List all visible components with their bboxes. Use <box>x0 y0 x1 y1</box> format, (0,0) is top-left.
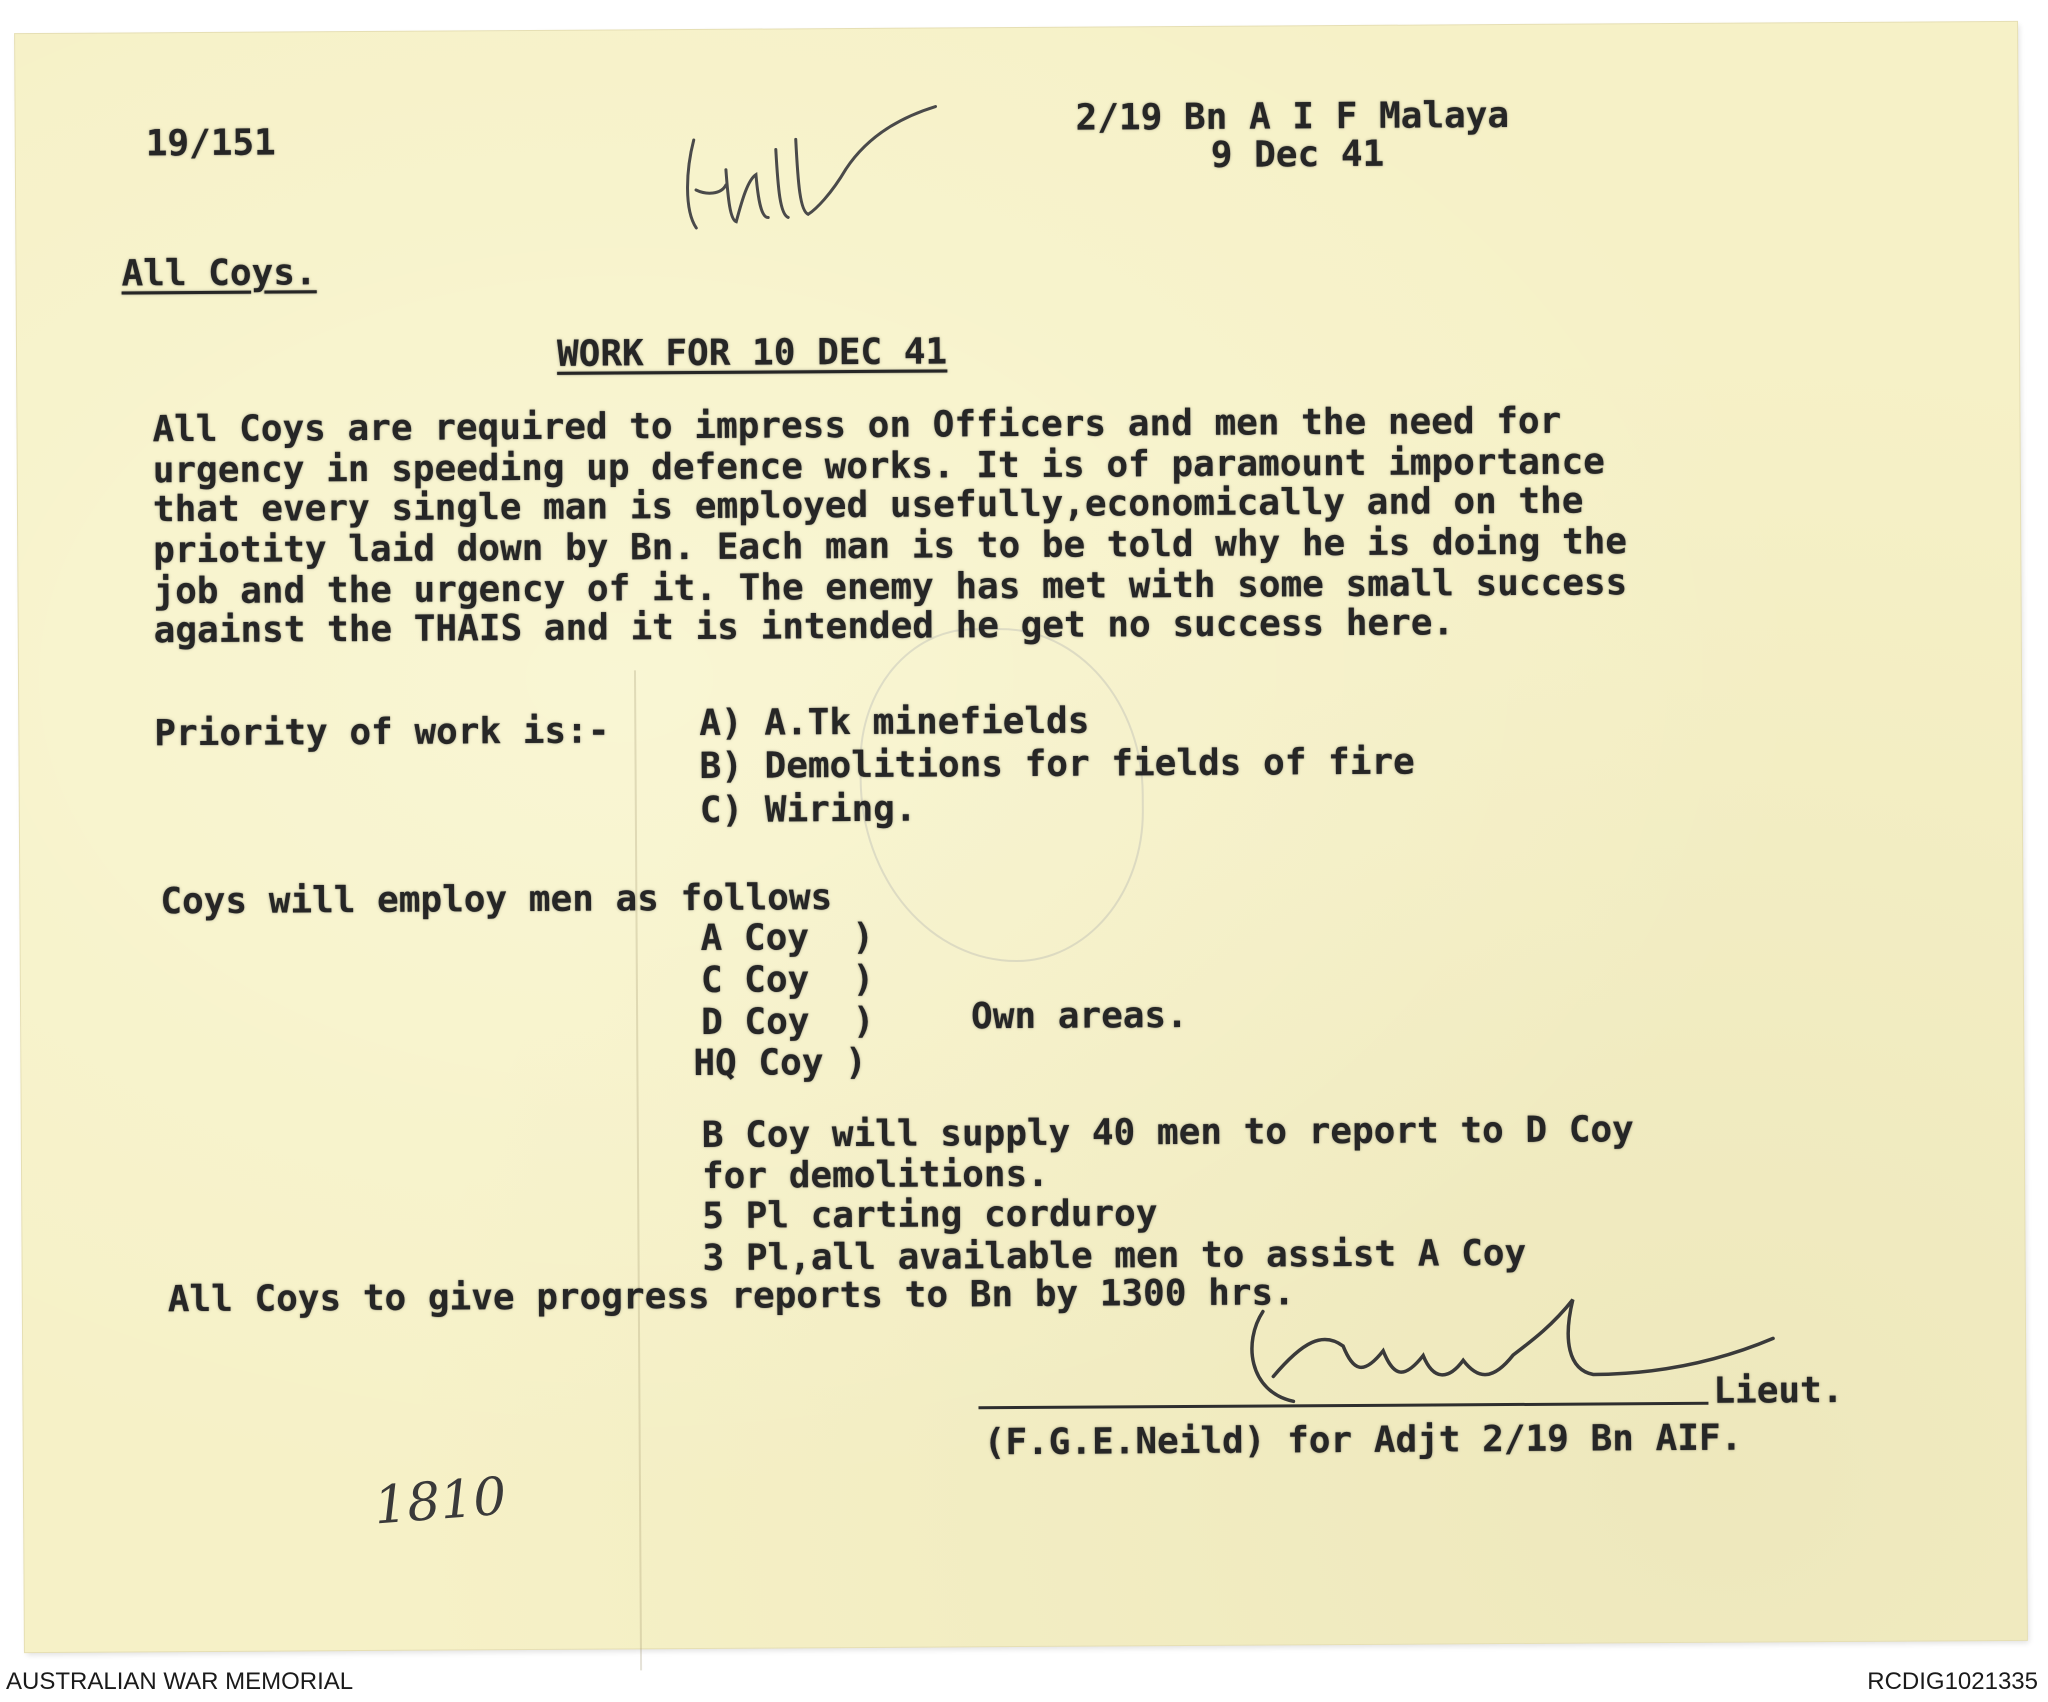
b-coy-line-4: 3 Pl,all available men to assist A Coy <box>702 1232 1527 1279</box>
body-line-1: All Coys are required to impress on Officers and men the need for <box>152 400 1562 451</box>
handwritten-number: 1810 <box>371 1466 509 1537</box>
body-line-4: priotity laid down by Bn. Each man is to be told why he is doing the <box>153 521 1628 572</box>
fold-crease <box>634 670 642 1670</box>
signatory-rank: Lieut. <box>1713 1369 1844 1412</box>
priority-label: Priority of work is:- <box>154 710 610 755</box>
b-coy-line-3: 5 Pl carting corduroy <box>702 1193 1158 1237</box>
priority-item-c: C) Wiring. <box>699 788 917 831</box>
signatory-name-line: (F.G.E.Neild) for Adjt 2/19 Bn AIF. <box>983 1417 1743 1464</box>
company-a: A Coy ) <box>700 916 875 959</box>
typed-memo-sheet <box>15 22 2027 1652</box>
priority-item-a: A) A.Tk minefields <box>699 700 1090 744</box>
company-c: C Coy ) <box>700 958 875 1001</box>
record-id-caption: RCDIG1021335 <box>1867 1668 2038 1695</box>
b-coy-line-2: for demolitions. <box>701 1153 1049 1197</box>
date-line: 9 Dec 41 <box>1210 133 1385 176</box>
file-reference: 19/151 <box>145 122 276 165</box>
unit-line: 2/19 Bn A I F Malaya <box>1075 95 1510 139</box>
handwritten-initials <box>665 98 966 250</box>
priority-item-b: B) Demolitions for fields of fire <box>699 741 1415 787</box>
archive-caption: AUSTRALIAN WAR MEMORIAL <box>6 1668 354 1695</box>
closing-instruction: All Coys to give progress reports to Bn by 1300 hrs. <box>167 1272 1295 1321</box>
own-areas: Own areas. <box>970 994 1188 1038</box>
body-line-5: job and the urgency of it. The enemy has met with some small success <box>153 562 1628 613</box>
body-line-3: that every single man is employed usefully,economically and on the <box>152 480 1584 531</box>
handwritten-signature <box>1233 1278 1794 1421</box>
memo-title: WORK FOR 10 DEC 41 <box>556 331 948 375</box>
company-hq: HQ Coy ) <box>693 1041 867 1085</box>
company-d: D Coy ) <box>701 1000 875 1043</box>
addressee: All Coys. <box>121 252 317 295</box>
employment-intro: Coys will employ men as follows <box>160 877 833 923</box>
b-coy-line-1: B Coy will supply 40 men to report to D Coy <box>701 1109 1634 1156</box>
body-line-2: urgency in speeding up defence works. It is of paramount importance <box>152 441 1606 492</box>
body-line-6: against the THAIS and it is intended he get no success here. <box>153 602 1455 652</box>
